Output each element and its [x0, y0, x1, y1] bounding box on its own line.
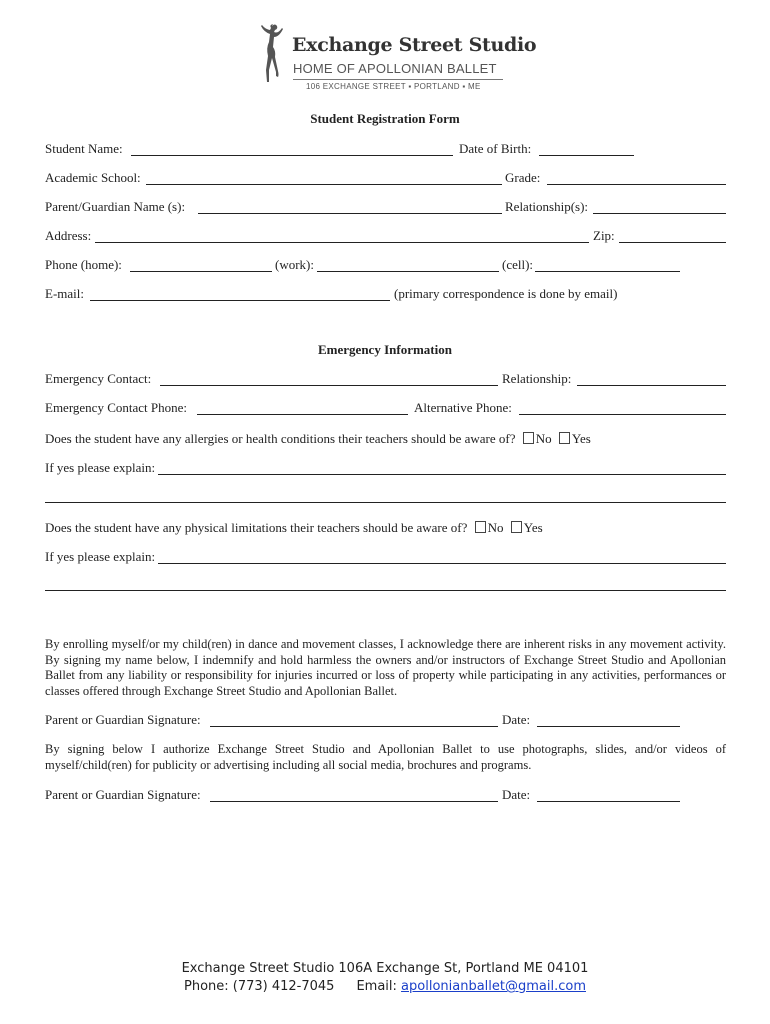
zip-field[interactable]	[619, 242, 726, 243]
studio-address: 106 EXCHANGE STREET ▪ PORTLAND ▪ ME	[306, 82, 481, 91]
allergy-question-row	[45, 431, 591, 447]
relationship-field[interactable]	[593, 213, 726, 214]
allergy-explain-field[interactable]	[158, 474, 726, 475]
studio-name: Exchange Street Studio	[292, 34, 537, 56]
address-field[interactable]	[95, 242, 589, 243]
form-title: Student Registration Form	[310, 111, 460, 126]
emergency-contact-label: Emergency Contact:	[45, 371, 152, 386]
emergency-title: Emergency Information	[318, 342, 452, 357]
phone-home-label: Phone (home):	[45, 257, 122, 272]
physical-no-checkbox[interactable]	[475, 521, 486, 533]
emergency-contact-field[interactable]	[160, 385, 498, 386]
phone-work-field[interactable]	[317, 271, 499, 272]
photo-release-text: By signing below I authorize Exchange Street Studio and Apollonian Ballet to use photographs, slides, and/or videos of myself/child(ren) for publicity or advertising including all social media, brochures and programs.	[45, 742, 726, 772]
allergy-no-checkbox[interactable]	[523, 432, 534, 444]
physical-no-label: No	[487, 520, 504, 535]
allergy-question: Does the student have any allergies or health conditions their teachers should be aware of?	[45, 431, 516, 446]
allergy-yes-checkbox[interactable]	[559, 432, 570, 444]
emergency-phone-label: Emergency Contact Phone:	[45, 400, 188, 415]
allergy-explain-label: If yes please explain:	[45, 460, 156, 475]
emergency-relationship-label: Relationship:	[502, 371, 572, 386]
waiver-signature-field[interactable]	[210, 726, 498, 727]
photo-date-field[interactable]	[537, 801, 680, 802]
email-field[interactable]	[90, 300, 390, 301]
ballerina-logo-icon	[258, 22, 288, 94]
date-of-birth-field[interactable]	[539, 155, 634, 156]
emergency-relationship-field[interactable]	[577, 385, 726, 386]
footer-email-prefix: Email:	[356, 979, 402, 994]
parent-guardian-label: Parent/Guardian Name (s):	[45, 199, 186, 214]
allergy-explain-field-line-2[interactable]	[45, 502, 726, 503]
photo-signature-label: Parent or Guardian Signature:	[45, 787, 201, 802]
phone-cell-field[interactable]	[535, 271, 680, 272]
footer-address: Exchange Street Studio 106A Exchange St, Portland ME 04101	[181, 961, 589, 976]
academic-school-label: Academic School:	[45, 170, 141, 185]
address-label: Address:	[45, 228, 92, 243]
phone-cell-label: (cell):	[502, 257, 534, 272]
footer-phone: Phone: (773) 412-7045	[183, 979, 335, 994]
physical-explain-field[interactable]	[158, 563, 726, 564]
photo-signature-field[interactable]	[210, 801, 498, 802]
grade-field[interactable]	[547, 184, 726, 185]
physical-yes-checkbox[interactable]	[511, 521, 522, 533]
physical-question-row	[45, 520, 543, 536]
waiver-signature-label: Parent or Guardian Signature:	[45, 712, 201, 727]
email-label: E-mail:	[45, 286, 84, 301]
student-name-label: Student Name:	[45, 141, 123, 156]
studio-tagline: HOME OF APOLLONIAN BALLET	[293, 61, 497, 76]
academic-school-field[interactable]	[146, 184, 502, 185]
phone-home-field[interactable]	[130, 271, 272, 272]
liability-waiver-text: By enrolling myself/or my child(ren) in dance and movement classes, I acknowledge there are inherent risks in any movement activity. By signing my name below, I indemnify and hold harmless the owners and/or instructors of Exchange Street Studio and Apollonian Ballet from any liability or responsibility for injuries incurred or loss of property while participating in any activities, performances or classes offered through Exchange Street Studio and Apollonian Ballet.	[45, 637, 726, 698]
footer-contact	[0, 979, 770, 994]
zip-label: Zip:	[593, 228, 615, 243]
email-note: (primary correspondence is done by email)	[394, 286, 618, 301]
alt-phone-label: Alternative Phone:	[414, 400, 512, 415]
relationship-label: Relationship(s):	[505, 199, 589, 214]
parent-guardian-field[interactable]	[198, 213, 502, 214]
grade-label: Grade:	[505, 170, 541, 185]
emergency-phone-field[interactable]	[197, 414, 408, 415]
date-of-birth-label: Date of Birth:	[459, 141, 532, 156]
studio-logo	[258, 22, 537, 96]
footer-email-link[interactable]: apollonianballet@gmail.com	[401, 979, 586, 994]
allergy-yes-label: Yes	[571, 431, 591, 446]
waiver-date-label: Date:	[502, 712, 531, 727]
physical-question: Does the student have any physical limitations their teachers should be aware of?	[45, 520, 468, 535]
physical-explain-label: If yes please explain:	[45, 549, 156, 564]
physical-yes-label: Yes	[523, 520, 543, 535]
alt-phone-field[interactable]	[519, 414, 726, 415]
allergy-no-label: No	[535, 431, 552, 446]
student-name-field[interactable]	[131, 155, 453, 156]
logo-divider	[293, 79, 503, 80]
phone-work-label: (work):	[275, 257, 314, 272]
waiver-date-field[interactable]	[537, 726, 680, 727]
physical-explain-field-line-2[interactable]	[45, 590, 726, 591]
photo-date-label: Date:	[502, 787, 531, 802]
